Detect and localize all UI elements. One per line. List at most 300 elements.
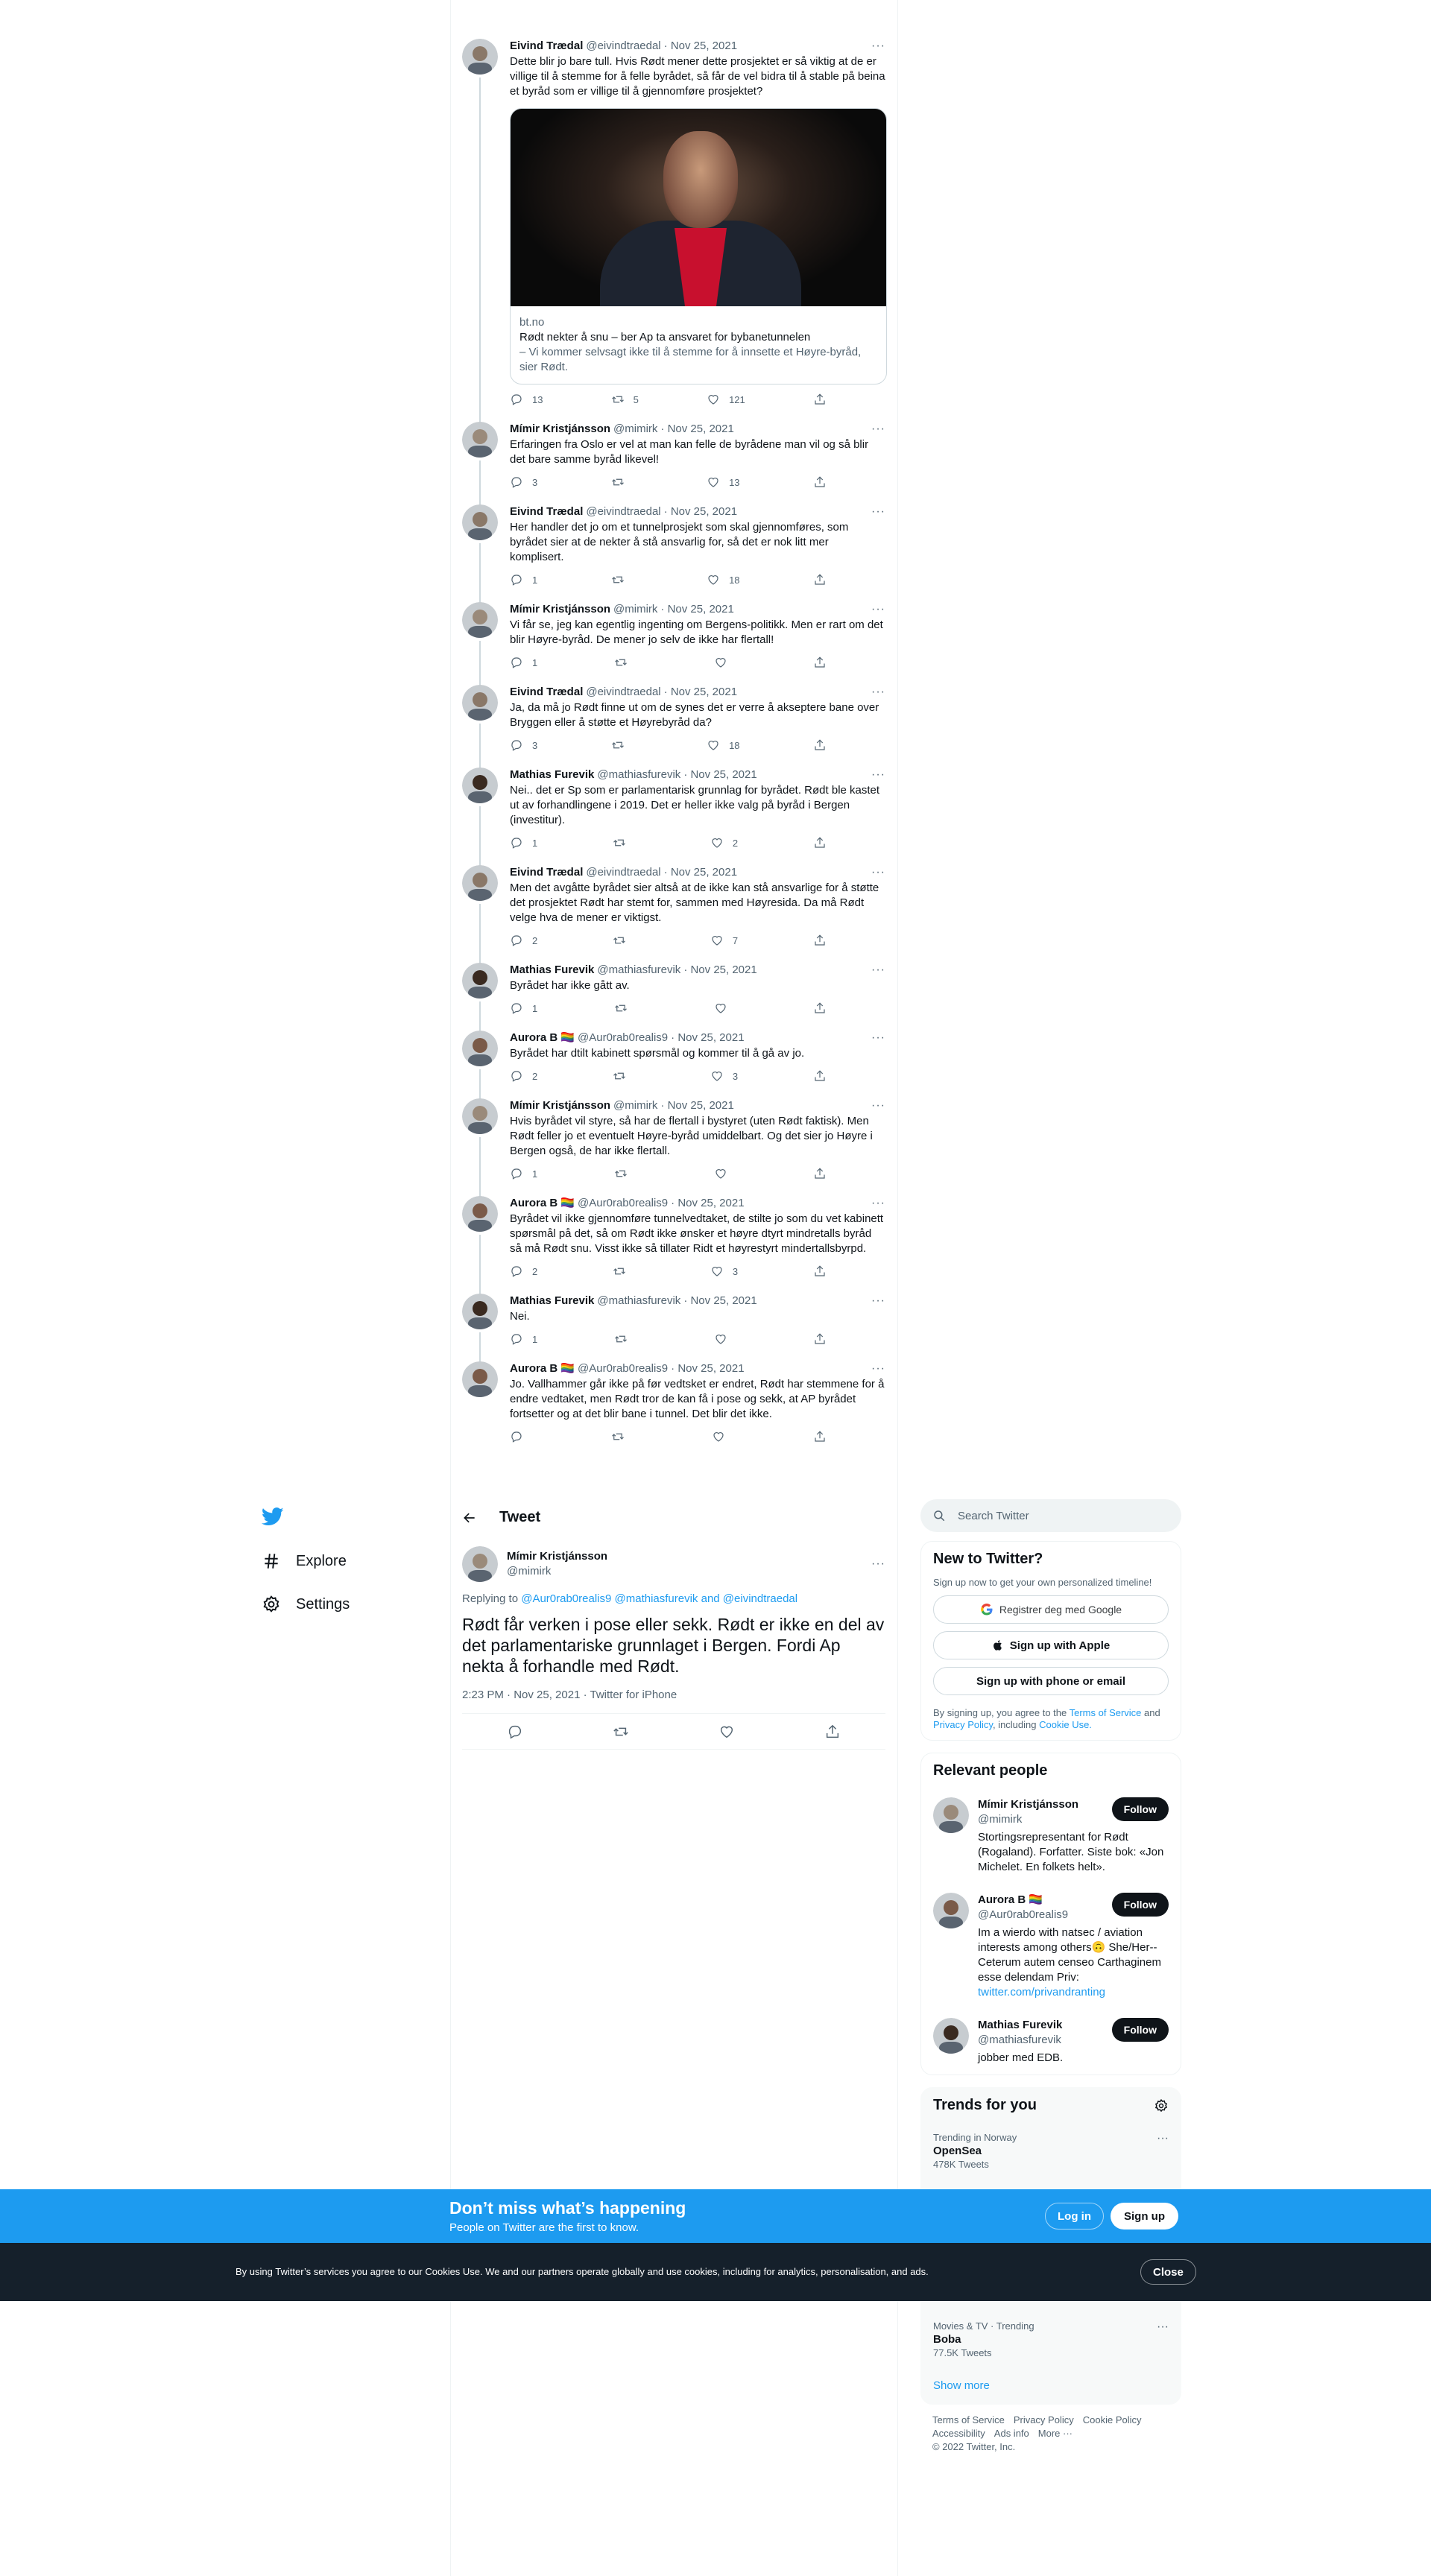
tweet-header: [450, 1498, 897, 1537]
reply-icon: [510, 934, 523, 947]
trend-count: 478K Tweets: [933, 2159, 989, 2170]
avatar[interactable]: [933, 1893, 969, 1928]
retweet-button[interactable]: [614, 1332, 636, 1346]
author-name[interactable]: Eivind Trædal: [510, 39, 584, 52]
reply-count: 2: [532, 934, 538, 946]
share-button[interactable]: [813, 934, 827, 947]
avatar[interactable]: [462, 1361, 498, 1397]
footer-accessibility-link[interactable]: Accessibility: [932, 2428, 985, 2439]
reply-count: 1: [532, 837, 538, 849]
page-title: Tweet: [499, 1509, 541, 1525]
share-button[interactable]: [813, 1430, 827, 1443]
more-options-icon[interactable]: ···: [871, 1099, 885, 1112]
twitter-logo-icon[interactable]: [262, 1505, 284, 1531]
reply-icon: [510, 475, 523, 489]
retweet-button[interactable]: [611, 1430, 634, 1443]
thread-tweet[interactable]: [450, 30, 897, 413]
thread-tweet[interactable]: [450, 1187, 897, 1285]
new-to-twitter-box: [920, 1541, 1181, 1741]
author-name[interactable]: Eivind Trædal: [510, 505, 584, 518]
like-button[interactable]: [710, 1069, 738, 1083]
reply-count: 2: [532, 1070, 538, 1082]
settings-gear-icon[interactable]: [1154, 2098, 1169, 2113]
person-bio: Im a wierdo with natsec / aviation interests among others🙃 She/Her-- Ceterum autem censeo Carthaginem esse delendam Priv:: [978, 1926, 1161, 1984]
trend-more-icon[interactable]: ···: [1157, 2320, 1169, 2333]
like-icon: [712, 1430, 725, 1443]
person-handle[interactable]: @Aur0rab0realis9: [978, 1908, 1069, 1921]
avatar[interactable]: [462, 1031, 498, 1066]
more-options-icon[interactable]: ···: [871, 423, 885, 435]
trends-title: Trends for you: [933, 2097, 1037, 2113]
thread-tweet[interactable]: [450, 676, 897, 759]
tweet-actions: [510, 1264, 827, 1279]
card-title: Rødt nekter å snu – ber Ap ta ansvaret for bybanetunnelen: [519, 331, 811, 344]
tweet-date[interactable]: · Nov 25, 2021: [663, 866, 738, 879]
reply-icon: [510, 738, 523, 752]
share-icon: [813, 1265, 827, 1278]
author-handle[interactable]: @eivindtraedal: [586, 39, 661, 52]
author-handle[interactable]: @mimirk: [613, 1099, 658, 1112]
trend-name: OpenSea: [933, 2145, 982, 2157]
tweet-text: Vi får se, jeg kan egentlig ingenting om Bergens-politikk. Men er rart om det blir Høyre-byråd. De mener jo selv de ikke har flertall!: [510, 618, 886, 646]
footer-cookie-link[interactable]: Cookie Policy: [1082, 2414, 1142, 2425]
thread-tweet[interactable]: [450, 1285, 897, 1352]
share-button[interactable]: [813, 1265, 827, 1278]
retweet-icon: [614, 1332, 628, 1346]
replying-to: [450, 1582, 897, 1605]
tweet-date[interactable]: · Nov 25, 2021: [671, 1197, 745, 1209]
tweet-actions: [510, 1429, 827, 1444]
author-handle[interactable]: @eivindtraedal: [586, 686, 661, 698]
like-icon: [707, 393, 720, 406]
reply-button[interactable]: [510, 738, 537, 752]
tweet-date[interactable]: · Nov 25, 2021: [660, 1099, 734, 1112]
cookie-text: By using Twitter’s services you agree to our Cookies Use. We and our partners operate globally and use cookies, including for analytics, personalisation, and ads.: [236, 2266, 929, 2277]
retweet-icon[interactable]: [613, 1724, 629, 1740]
reply-count: 1: [532, 656, 538, 668]
trend-item[interactable]: [921, 2123, 1181, 2179]
banner-title: Don’t miss what’s happening: [449, 2198, 686, 2218]
reply-icon: [510, 573, 523, 586]
banner-subtitle: People on Twitter are the first to know.: [449, 2221, 639, 2234]
like-count: 121: [729, 393, 745, 405]
avatar[interactable]: [462, 1546, 498, 1582]
tweet-date[interactable]: · Nov 25, 2021: [671, 1362, 745, 1375]
retweet-icon: [613, 934, 626, 947]
reply-button[interactable]: [510, 1069, 537, 1083]
tweet-actions: [510, 392, 827, 407]
search-icon: [932, 1509, 946, 1522]
more-options-icon[interactable]: ···: [871, 768, 885, 781]
share-icon: [813, 738, 827, 752]
tweet-date[interactable]: · Nov 25, 2021: [663, 39, 738, 52]
signup-legal: [921, 1695, 1181, 1740]
tweet-timestamp[interactable]: 2:23 PM · Nov 25, 2021 · Twitter for iPhone: [462, 1677, 885, 1714]
search-placeholder: Search Twitter: [958, 1509, 1029, 1522]
like-button[interactable]: [714, 656, 736, 669]
avatar[interactable]: [462, 685, 498, 721]
share-button[interactable]: [813, 573, 827, 586]
avatar[interactable]: [462, 602, 498, 638]
back-arrow-icon[interactable]: [462, 1510, 477, 1525]
retweet-icon: [611, 738, 625, 752]
reply-icon: [510, 656, 523, 669]
tweet-actions: [510, 655, 827, 670]
replying-to-links[interactable]: @Aur0rab0realis9 @mathiasfurevik and @eivindtraedal: [521, 1592, 798, 1605]
reply-button[interactable]: [510, 934, 537, 947]
author-name[interactable]: Aurora B 🏳️‍🌈: [510, 1197, 575, 1209]
author-handle[interactable]: @Aur0rab0realis9: [578, 1362, 669, 1375]
retweet-button[interactable]: [614, 656, 636, 669]
login-button[interactable]: Log in: [1045, 2203, 1104, 2230]
share-icon[interactable]: [824, 1724, 841, 1740]
trend-meta: Movies & TV · Trending: [933, 2320, 1034, 2332]
author-handle[interactable]: @mathiasfurevik: [597, 963, 681, 976]
like-icon: [714, 656, 727, 669]
avatar[interactable]: [933, 2018, 969, 2054]
avatar[interactable]: [462, 39, 498, 75]
reply-icon: [510, 1001, 523, 1015]
share-icon: [813, 656, 827, 669]
author-handle[interactable]: @eivindtraedal: [586, 505, 661, 518]
thread-list: [450, 30, 897, 1498]
footer-terms-link[interactable]: Terms of Service: [932, 2414, 1005, 2425]
avatar[interactable]: [462, 422, 498, 458]
apple-signup-button[interactable]: [933, 1631, 1169, 1659]
retweet-button[interactable]: [611, 393, 639, 406]
more-options-icon[interactable]: ···: [871, 1031, 885, 1044]
person-handle[interactable]: @mimirk: [978, 1813, 1023, 1826]
share-button[interactable]: [813, 836, 827, 849]
person-name[interactable]: Aurora B 🏳️‍🌈: [978, 1893, 1043, 1906]
reply-count: 1: [532, 1333, 538, 1345]
avatar[interactable]: [462, 1294, 498, 1329]
avatar[interactable]: [462, 504, 498, 540]
thread-tweet[interactable]: [450, 496, 897, 593]
tweet-text: Her handler det jo om et tunnelprosjekt som skal gjennomføres, som byrådet sier at de nekter å stå ansvarlig for, så det er nok litt mer komplisert.: [510, 521, 852, 563]
tweet-actions: [510, 572, 827, 587]
card-image: [511, 109, 886, 306]
reply-button[interactable]: [510, 1265, 537, 1278]
reply-button[interactable]: [510, 1167, 537, 1180]
hashtag-icon: [262, 1551, 281, 1571]
trend-name: Boba: [933, 2333, 961, 2346]
like-button[interactable]: [712, 1430, 734, 1443]
tweet-date[interactable]: · Nov 25, 2021: [671, 1031, 745, 1044]
author-name[interactable]: Mathias Furevik: [510, 1294, 595, 1307]
avatar[interactable]: [462, 768, 498, 803]
cookie-use-link[interactable]: Cookie Use.: [1039, 1719, 1092, 1730]
nav-explore-label: Explore: [296, 1552, 347, 1569]
retweet-icon: [611, 1430, 625, 1443]
author-name[interactable]: Mímir Kristjánsson: [510, 1099, 611, 1112]
like-count: 3: [732, 1265, 739, 1277]
card-domain: bt.no: [519, 316, 545, 329]
tweet-date[interactable]: · Nov 25, 2021: [683, 768, 757, 781]
reply-icon: [510, 836, 523, 849]
sidebar-footer: [920, 2405, 1181, 2463]
author-name[interactable]: Mathias Furevik: [510, 768, 595, 781]
share-button[interactable]: [813, 1001, 827, 1015]
person-handle[interactable]: @mathiasfurevik: [978, 2034, 1061, 2046]
tweet-date[interactable]: · Nov 25, 2021: [663, 505, 738, 518]
like-button[interactable]: [707, 475, 739, 489]
footer-copyright: © 2022 Twitter, Inc.: [932, 2441, 1016, 2452]
share-icon: [813, 1001, 827, 1015]
thread-tweet[interactable]: [450, 413, 897, 496]
share-button[interactable]: [813, 475, 827, 489]
like-count: 3: [732, 1070, 739, 1082]
follow-button[interactable]: Follow: [1112, 1797, 1169, 1821]
reply-count: 2: [532, 1265, 538, 1277]
author-handle[interactable]: @mathiasfurevik: [597, 768, 681, 781]
follow-button[interactable]: Follow: [1112, 1893, 1169, 1917]
footer-more-link[interactable]: More ···: [1037, 2428, 1073, 2439]
person-item[interactable]: [921, 1788, 1181, 1884]
reply-count: 1: [532, 1002, 538, 1014]
trend-count: 77.5K Tweets: [933, 2347, 992, 2358]
like-button[interactable]: [714, 1332, 736, 1346]
author-name[interactable]: Mímir Kristjánsson: [510, 423, 611, 435]
new-to-twitter-title: New to Twitter?: [933, 1551, 1043, 1567]
share-icon: [813, 1332, 827, 1346]
like-icon: [707, 738, 720, 752]
retweet-button[interactable]: [613, 1069, 635, 1083]
like-icon: [710, 836, 724, 849]
like-icon: [714, 1001, 727, 1015]
avatar[interactable]: [933, 1797, 969, 1833]
reply-icon: [510, 1167, 523, 1180]
retweet-button[interactable]: [611, 475, 634, 489]
author-handle[interactable]: @mimirk: [613, 603, 658, 615]
retweet-button[interactable]: [613, 836, 635, 849]
tweet-date[interactable]: · Nov 25, 2021: [683, 963, 757, 976]
like-button[interactable]: [707, 738, 739, 752]
retweet-button[interactable]: [614, 1167, 636, 1180]
retweet-icon: [614, 656, 628, 669]
search-input[interactable]: [920, 1499, 1181, 1532]
author-handle[interactable]: @eivindtraedal: [586, 866, 661, 879]
retweet-icon: [613, 1069, 626, 1083]
reply-button[interactable]: [510, 836, 537, 849]
tweet-actions: [510, 738, 827, 753]
reply-button[interactable]: [510, 1001, 537, 1015]
footer-ads-link[interactable]: Ads info: [994, 2428, 1029, 2439]
thread-tweet[interactable]: [450, 759, 897, 856]
share-button[interactable]: [813, 1332, 827, 1346]
right-sidebar: [920, 1498, 1181, 2463]
like-button[interactable]: [710, 1265, 738, 1278]
like-button[interactable]: [710, 836, 738, 849]
trend-more-icon[interactable]: ···: [1157, 2132, 1169, 2145]
signup-button[interactable]: Sign up: [1111, 2203, 1178, 2230]
avatar[interactable]: [462, 1196, 498, 1232]
reply-icon: [510, 1332, 523, 1346]
like-button[interactable]: [707, 393, 745, 406]
reply-button[interactable]: [510, 1430, 532, 1443]
author-name[interactable]: Mathias Furevik: [510, 963, 595, 976]
like-button[interactable]: [714, 1001, 736, 1015]
person-bio-link[interactable]: twitter.com/privandranting: [978, 1986, 1105, 1999]
tweet-actions: [510, 933, 827, 948]
relevant-people-box: [920, 1753, 1181, 2075]
reply-button[interactable]: [510, 1332, 537, 1346]
tweet-text: Byrådet har dtilt kabinett spørsmål og kommer til å gå av jo.: [510, 1047, 805, 1060]
share-icon: [813, 1167, 827, 1180]
tweet-actions: [510, 1166, 827, 1181]
reply-button[interactable]: [510, 656, 537, 669]
like-icon: [714, 1167, 727, 1180]
like-count: 18: [729, 739, 740, 751]
person-name[interactable]: Mímir Kristjánsson: [978, 1798, 1079, 1811]
author-handle[interactable]: @mathiasfurevik: [597, 1294, 681, 1307]
tweet-text: Nei.: [510, 1310, 530, 1323]
retweet-button[interactable]: [613, 1265, 635, 1278]
cookie-close-button[interactable]: Close: [1140, 2259, 1196, 2285]
reply-button[interactable]: [510, 393, 543, 406]
terms-link[interactable]: Terms of Service: [1069, 1707, 1142, 1718]
more-options-icon[interactable]: ···: [871, 1362, 885, 1375]
more-options-icon[interactable]: ···: [871, 1294, 885, 1307]
tweet-date[interactable]: · Nov 25, 2021: [663, 686, 738, 698]
avatar[interactable]: [462, 865, 498, 901]
share-button[interactable]: [813, 656, 827, 669]
reply-button[interactable]: [510, 573, 537, 586]
reply-icon: [510, 393, 523, 406]
avatar[interactable]: [462, 963, 498, 999]
share-button[interactable]: [813, 393, 827, 406]
like-button[interactable]: [710, 934, 738, 947]
nav-settings[interactable]: [262, 1595, 350, 1614]
nav-explore[interactable]: [262, 1551, 347, 1571]
retweet-button[interactable]: [613, 934, 635, 947]
more-options-icon[interactable]: ···: [871, 1557, 885, 1570]
thread-tweet[interactable]: [450, 856, 897, 954]
relevant-people-title: Relevant people: [933, 1762, 1048, 1779]
tweet-date[interactable]: · Nov 25, 2021: [660, 423, 734, 435]
author-name[interactable]: Eivind Trædal: [510, 686, 584, 698]
tweet-actions: [510, 475, 827, 490]
author-handle[interactable]: @mimirk: [613, 423, 658, 435]
like-button[interactable]: [707, 573, 739, 586]
reply-icon: [510, 1430, 523, 1443]
footer-privacy-link[interactable]: Privacy Policy: [1013, 2414, 1074, 2425]
author-name[interactable]: Mímir Kristjánsson: [510, 603, 611, 615]
person-name[interactable]: Mathias Furevik: [978, 2019, 1063, 2031]
share-button[interactable]: [813, 1069, 827, 1083]
retweet-icon: [614, 1001, 628, 1015]
avatar[interactable]: [462, 1098, 498, 1134]
more-options-icon[interactable]: ···: [871, 686, 885, 698]
more-options-icon[interactable]: ···: [871, 505, 885, 518]
author-name[interactable]: Mímir Kristjánsson: [507, 1550, 608, 1563]
phone-signup-button[interactable]: [933, 1667, 1169, 1695]
thread-tweet[interactable]: [450, 1352, 897, 1450]
card-description: – Vi kommer selvsagt ikke til å stemme for å innsette et Høyre-byråd, sier Rødt.: [519, 346, 862, 373]
trend-meta: Trending in Norway: [933, 2132, 1017, 2143]
like-icon: [707, 475, 720, 489]
retweet-icon: [611, 393, 625, 406]
more-options-icon[interactable]: ···: [871, 866, 885, 879]
author-handle[interactable]: @Aur0rab0realis9: [578, 1031, 669, 1044]
like-button[interactable]: [714, 1167, 736, 1180]
google-signup-button[interactable]: [933, 1595, 1169, 1624]
reply-icon[interactable]: [507, 1724, 523, 1740]
retweet-button[interactable]: [614, 1001, 636, 1015]
thread-tweet[interactable]: [450, 1089, 897, 1187]
share-icon: [813, 1430, 827, 1443]
person-item[interactable]: [921, 1884, 1181, 2009]
tweet-date[interactable]: · Nov 25, 2021: [683, 1294, 757, 1307]
reply-button[interactable]: [510, 475, 537, 489]
thread-tweet[interactable]: [450, 954, 897, 1022]
author-name[interactable]: Eivind Trædal: [510, 866, 584, 879]
thread-connector: [479, 77, 481, 425]
person-bio: jobber med EDB.: [978, 2051, 1064, 2064]
retweet-count: 5: [633, 393, 639, 405]
retweet-button[interactable]: [611, 738, 634, 752]
new-to-twitter-subtitle: Sign up now to get your own personalized timeline!: [933, 1577, 1152, 1588]
thread-tweet[interactable]: [450, 1022, 897, 1089]
retweet-icon: [611, 573, 625, 586]
tweet-text: Jo. Vallhammer går ikke på før vedtsket er endret, Rødt har stemmene for å endre vedtaket, men Rødt tror de kan få i pose og sekk, at AP byrådet fortsetter og at det blir bane i tunnel. Det blir det ikke.: [510, 1378, 888, 1420]
like-icon: [710, 1265, 724, 1278]
retweet-icon: [614, 1167, 628, 1180]
thread-tweet[interactable]: [450, 593, 897, 676]
reply-count: 3: [532, 476, 538, 488]
retweet-icon: [613, 1265, 626, 1278]
share-icon: [813, 393, 827, 406]
privacy-link[interactable]: Privacy Policy: [933, 1719, 993, 1730]
replying-to-prefix: Replying to: [462, 1592, 522, 1605]
legal-text-2: and: [1141, 1707, 1160, 1718]
share-icon: [813, 475, 827, 489]
share-button[interactable]: [813, 738, 827, 752]
tweet-text: Hvis byrådet vil styre, så har de flertall i bystyret (uten Rødt faktisk). Men Rødt feller jo et eventuelt Høyre-byråd umiddelbart. Og det sier jo Høyre i Bergen også, de har ikke flertall.: [510, 1115, 876, 1157]
tweet-text: Erfaringen fra Oslo er vel at man kan felle de byrådene man vil og så blir det bare samme byråd likevel!: [510, 438, 872, 466]
nav-settings-label: Settings: [296, 1595, 350, 1613]
trend-item[interactable]: [921, 2311, 1181, 2367]
legal-text-1: By signing up, you agree to the: [933, 1707, 1070, 1718]
more-options-icon[interactable]: ···: [871, 963, 885, 976]
share-button[interactable]: [813, 1167, 827, 1180]
author-name[interactable]: Aurora B 🏳️‍🌈: [510, 1031, 575, 1044]
like-icon[interactable]: [718, 1724, 735, 1740]
show-more-link[interactable]: Show more: [933, 2379, 990, 2392]
tweet-date[interactable]: · Nov 25, 2021: [660, 603, 734, 615]
tweet-actions: [510, 1332, 827, 1346]
google-icon: [980, 1603, 994, 1616]
follow-button[interactable]: Follow: [1112, 2018, 1169, 2042]
like-count: 7: [732, 934, 739, 946]
legal-text-3: , including: [992, 1719, 1040, 1730]
author-name[interactable]: Aurora B 🏳️‍🌈: [510, 1362, 575, 1375]
tweet-text: Rødt får verken i pose eller sekk. Rødt er ikke en del av det parlamentariske grunnlaget i Bergen. Fordi Ap nekta å forhandle med Rødt.: [462, 1615, 885, 1676]
more-options-icon[interactable]: ···: [871, 1197, 885, 1209]
more-options-icon[interactable]: ···: [871, 39, 885, 52]
tweet-actions: [510, 835, 827, 850]
link-card[interactable]: [510, 108, 887, 384]
person-item[interactable]: [921, 2009, 1181, 2075]
more-options-icon[interactable]: ···: [871, 603, 885, 615]
apple-signup-label: Sign up with Apple: [1009, 1639, 1111, 1652]
retweet-button[interactable]: [611, 573, 634, 586]
author-handle[interactable]: @mimirk: [507, 1565, 552, 1577]
tweet-actions: [510, 1001, 827, 1016]
tweet-author[interactable]: [450, 1537, 897, 1582]
author-handle[interactable]: @Aur0rab0realis9: [578, 1197, 669, 1209]
google-signup-label: Registrer deg med Google: [999, 1604, 1122, 1615]
